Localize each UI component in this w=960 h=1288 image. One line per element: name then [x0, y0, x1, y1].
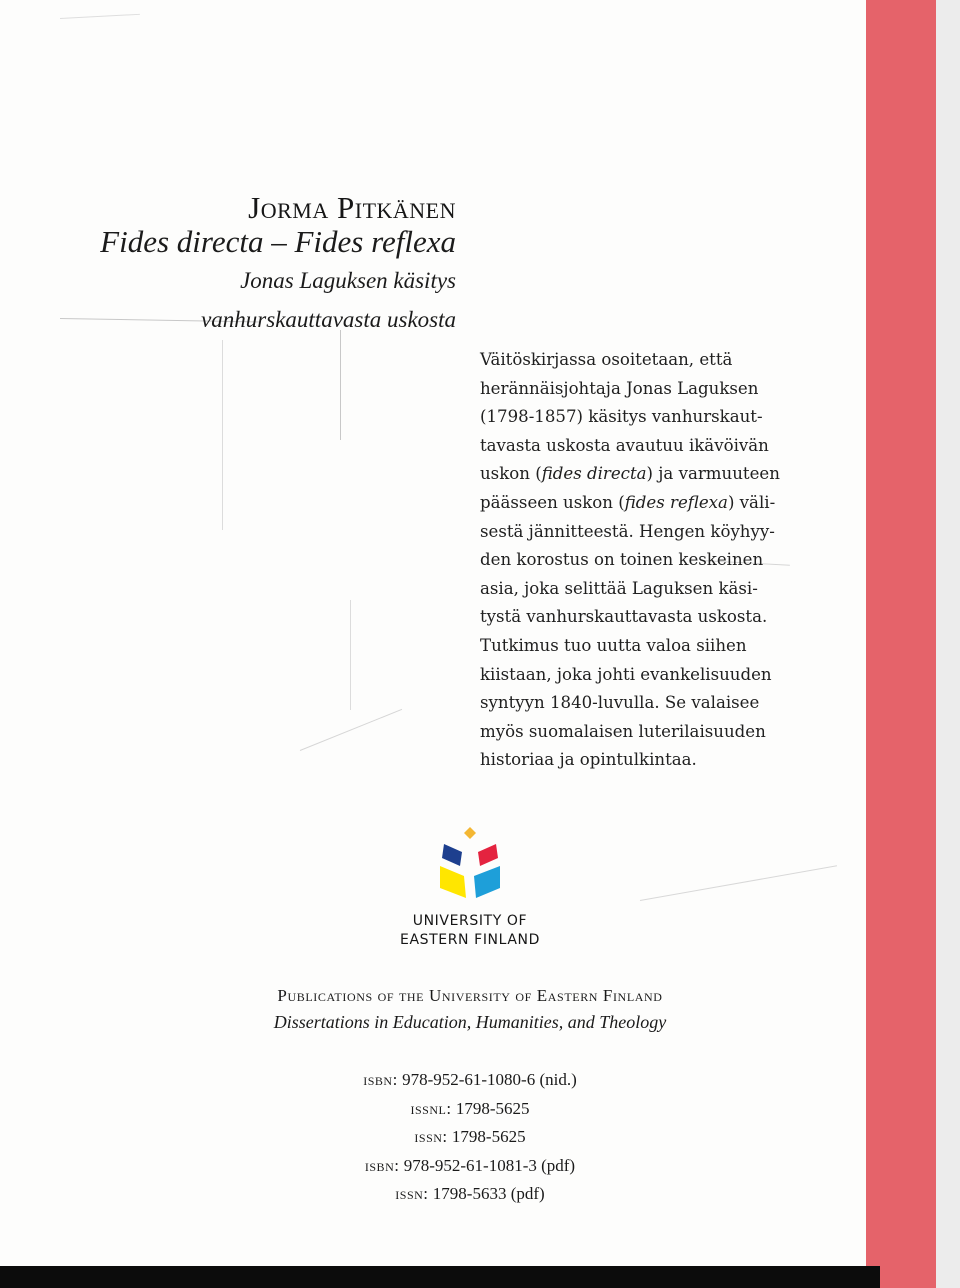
identifier-label: isbn:	[364, 1155, 400, 1175]
identifier-value: 978-952-61-1080-6 (nid.)	[402, 1070, 577, 1089]
identifier-row	[0, 1123, 940, 1152]
uef-book-logo-icon	[436, 826, 506, 904]
paper-scratch	[222, 340, 223, 530]
logo-red-shape	[478, 844, 498, 866]
identifier-row	[0, 1180, 940, 1209]
abstract-text-fragment: uskon (	[480, 464, 542, 484]
abstract-text-fragment: päässeen uskon (	[480, 492, 625, 512]
identifier-row	[0, 1152, 940, 1181]
abstract-line: Väitöskirjassa osoitetaan, että	[480, 350, 733, 369]
book-subtitle-line-2: vanhurskauttavasta uskosta	[201, 307, 456, 332]
abstract-line: tavasta uskosta avautuu ikävöivän	[480, 435, 769, 455]
identifier-label: issnl:	[410, 1098, 452, 1118]
abstract-line: sestä jännitteestä. Hengen köyhyy-	[480, 521, 775, 541]
paper-scratch	[640, 865, 837, 901]
abstract-line	[480, 489, 860, 518]
university-name-line-1: UNIVERSITY OF	[412, 913, 528, 929]
bottom-edge-bar	[0, 1266, 880, 1288]
abstract-line: (1798-1857) käsitys vanhurskaut-	[480, 407, 763, 427]
abstract-line: myös suomalaisen luterilaisuuden	[480, 721, 766, 741]
abstract-line: den korostus on toinen keskeinen	[480, 550, 764, 570]
university-name-line-2: EASTERN FINLAND	[400, 932, 540, 948]
abstract-text-fragment: ) väli-	[727, 492, 776, 512]
series-subtitle: Dissertations in Education, Humanities, and Theology	[273, 1012, 667, 1032]
publication-identifiers	[0, 1066, 940, 1209]
abstract-line: asia, joka selittää Laguksen käsi-	[480, 578, 758, 598]
paper-scratch	[60, 14, 140, 19]
abstract-line: Tutkimus tuo uutta valoa siihen	[480, 635, 747, 655]
abstract-line	[480, 460, 860, 489]
logo-navy-shape	[442, 844, 462, 866]
identifier-value: 1798-5625	[451, 1127, 526, 1146]
paper-scratch	[340, 330, 341, 440]
logo-blue-shape	[474, 866, 500, 898]
abstract-text-fragment: ) ja varmuuteen	[646, 464, 780, 484]
logo-diamond-shape	[464, 827, 476, 839]
book-title: Fides directa – Fides reflexa	[100, 224, 456, 259]
abstract-text	[480, 346, 860, 775]
logo-yellow-shape	[440, 866, 466, 898]
series-title: Publications of the University of Eastern Finland	[277, 986, 663, 1005]
spine-color-stripe	[866, 0, 936, 1288]
abstract-latin-term: fides directa	[541, 464, 647, 484]
author-name: Jorma Pitkänen	[248, 190, 456, 225]
abstract-latin-term: fides reflexa	[624, 492, 728, 512]
identifier-row	[0, 1066, 940, 1095]
abstract-line: kiistaan, joka johti evankelisuuden	[480, 664, 772, 684]
abstract-line: tystä vanhurskauttavasta uskosta.	[480, 607, 768, 627]
identifier-label: issn:	[395, 1184, 429, 1203]
paper-scratch	[300, 709, 402, 751]
abstract-line: herännäisjohtaja Jonas Laguksen	[480, 378, 759, 398]
identifier-label: issn:	[414, 1127, 448, 1146]
spine-edge	[936, 0, 960, 1288]
book-subtitle-line-1: Jonas Laguksen käsitys	[240, 268, 456, 293]
identifier-value: 1798-5633 (pdf)	[432, 1184, 545, 1203]
university-name	[330, 912, 610, 950]
paper-scratch	[350, 600, 351, 710]
abstract-line: historiaa ja opintulkintaa.	[480, 750, 697, 770]
abstract-line: syntyyn 1840-luvulla. Se valaisee	[480, 693, 760, 713]
identifier-value: 1798-5625	[455, 1098, 530, 1118]
identifier-value: 978-952-61-1081-3 (pdf)	[403, 1155, 576, 1175]
identifier-row	[0, 1095, 940, 1124]
identifier-label: isbn:	[363, 1070, 398, 1089]
